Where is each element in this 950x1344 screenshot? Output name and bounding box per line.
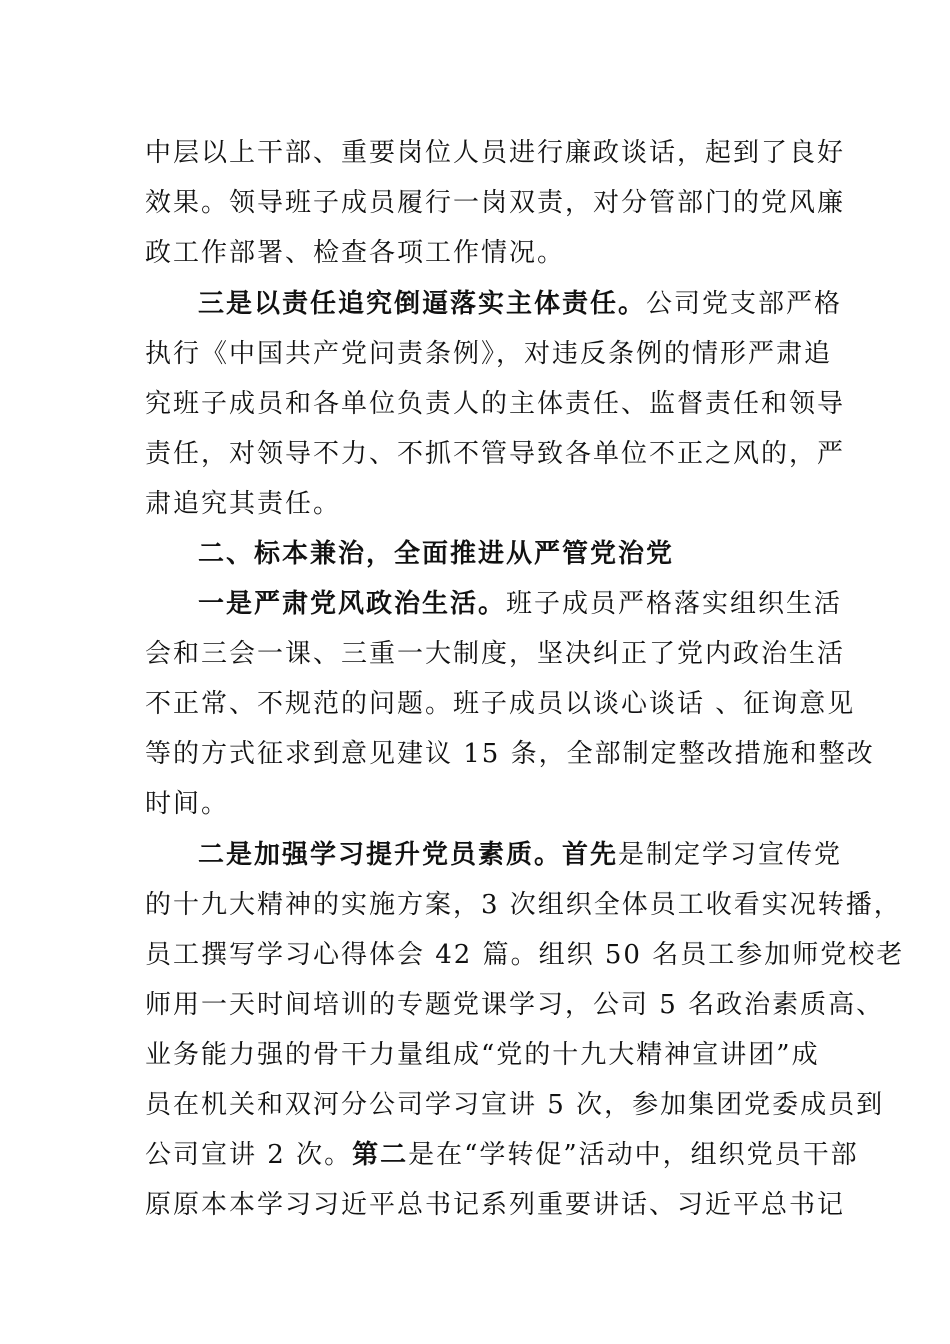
body-line-14 [145,787,229,821]
text-run: 是制定学习宣传党 [618,840,843,870]
text-run: 原原本本学习习近平总书记系列重要讲话、习近平总书记 [145,1190,846,1220]
body-line-21 [145,1138,859,1172]
body-line-17 [145,938,905,972]
text-run: 班子成员严格落实组织生活 [506,589,843,619]
text-run: 公司宣讲 2 次。 [145,1140,353,1170]
body-line-5 [145,337,833,371]
bold-lead: 第二 [352,1140,409,1170]
body-line-3 [145,236,565,270]
body-line-2 [145,186,846,220]
body-line-19 [145,1038,820,1072]
text-run: 的十九大精神的实施方案，3 次组织全体员工收看实况转播， [145,890,902,920]
text-run: 执行《中国共产党问责条例》，对违反条例的情形严肃追 [145,339,833,369]
body-line-12 [145,687,856,721]
text-run: 业务能力强的骨干力量组成“党的十九大精神宣讲团”成 [145,1040,820,1070]
text-run: 公司党支部严格 [646,289,843,319]
text-run: 时间。 [145,789,230,819]
body-line-16 [145,888,902,922]
text-run: 员在机关和双河分公司学习宣讲 5 次，参加集团党委成员到 [145,1090,885,1120]
text-run: 政工作部署、检查各项工作情况。 [145,238,566,268]
body-line-20 [145,1088,885,1122]
body-line-13 [145,737,875,771]
bold-lead: 三是以责任追究倒逼落实主体责任。 [198,289,647,319]
text-run: 员工撰写学习心得体会 42 篇。组织 50 名员工参加师党校老 [145,940,905,970]
body-line-1 [145,136,846,170]
text-run: 中层以上干部、重要岗位人员进行廉政谈话，起到了良好 [145,138,846,168]
text-run: 师用一天时间培训的专题党课学习，公司 5 名政治素质高、 [145,990,885,1020]
body-line-4 [198,287,843,321]
heading-text: 二、标本兼治，全面推进从严管党治党 [198,539,675,569]
text-run: 等的方式征求到意见建议 15 条，全部制定整改措施和整改 [145,739,875,769]
body-line-18 [145,988,885,1022]
text-run: 效果。领导班子成员履行一岗双责，对分管部门的党风廉 [145,188,846,218]
text-run: 不正常、不规范的问题。班子成员以谈心谈话 、征询意见 [145,689,856,719]
text-run: 责任，对领导不力、不抓不管导致各单位不正之风的，严 [145,439,846,469]
body-line-7 [145,437,846,471]
body-line-6 [145,387,846,421]
bold-lead: 一是严肃党风政治生活。 [198,589,507,619]
text-run: 会和三会一课、三重一大制度，坚决纠正了党内政治生活 [145,639,846,669]
body-line-11 [145,637,846,671]
bold-lead: 二是加强学习提升党员素质。首先 [198,840,619,870]
text-run: 究班子成员和各单位负责人的主体责任、监督责任和领导 [145,389,846,419]
text-run: 是在“学转促”活动中，组织党员干部 [408,1140,859,1170]
body-line-10 [198,587,843,621]
section-heading [198,537,674,571]
body-line-22 [145,1188,846,1222]
body-line-8 [145,487,341,521]
body-line-15 [198,838,843,872]
text-run: 肃追究其责任。 [145,489,342,519]
